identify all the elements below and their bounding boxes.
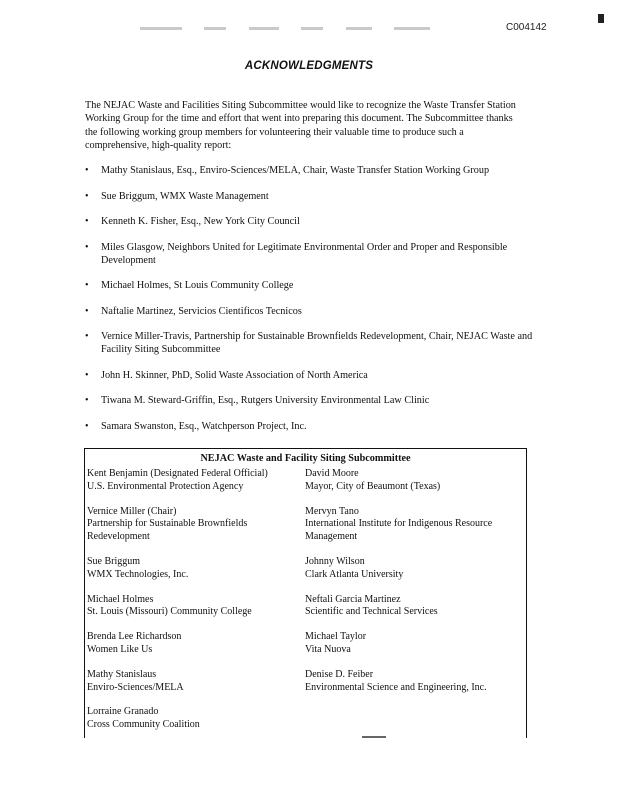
- member-name: Sue Briggum: [87, 555, 141, 567]
- list-item: • Naftalie Martinez, Servicios Cientificos Tecnicos: [85, 305, 535, 318]
- subcommittee-member: [305, 669, 525, 695]
- subcommittee-member: [87, 669, 305, 695]
- list-item: • Miles Glasgow, Neighbors United for Legitimate Environmental Order and Proper and Responsible Development: [85, 241, 535, 267]
- subcommittee-member: [87, 706, 305, 732]
- subcommittee-member: [87, 594, 305, 620]
- member-org: Enviro-Sciences/MELA: [87, 681, 184, 693]
- subcommittee-member: [87, 506, 305, 544]
- member-name: Brenda Lee Richardson: [87, 631, 182, 643]
- member-name: Neftali Garcia Martinez: [305, 593, 401, 605]
- page-title: ACKNOWLEDGMENTS: [244, 60, 374, 72]
- member-name: Vernice Miller (Chair): [87, 505, 177, 517]
- list-item: • Kenneth K. Fisher, Esq., New York City Council: [85, 215, 535, 228]
- member-org: Clark Atlanta University: [305, 568, 404, 580]
- member-org: Women Like Us: [87, 643, 153, 655]
- member-org: WMX Technologies, Inc.: [87, 568, 189, 580]
- subcommittee-member: [305, 506, 525, 544]
- member-name: Mathy Stanislaus: [87, 668, 157, 680]
- subcommittee-member: [305, 631, 525, 657]
- member-name: Denise D. Feiber: [305, 668, 374, 680]
- list-item: • Samara Swanston, Esq., Watchperson Project, Inc.: [85, 420, 535, 433]
- member-name: Michael Taylor: [305, 631, 367, 643]
- member-list: [85, 164, 535, 445]
- bottom-mark: [362, 736, 386, 738]
- member-org: Vita Nuova: [305, 643, 351, 655]
- member-org: U.S. Environmental Protection Agency: [87, 480, 244, 492]
- document-id: C004142: [506, 22, 547, 33]
- member-org: Partnership for Sustainable Brownfields Redevelopment: [87, 518, 248, 543]
- subcommittee-grid: [85, 468, 526, 732]
- subcommittee-member: [87, 631, 305, 657]
- list-item: • Mathy Stanislaus, Esq., Enviro-Sciences/MELA, Chair, Waste Transfer Station Working Group: [85, 164, 535, 177]
- subcommittee-member: [87, 556, 305, 582]
- list-item: • Michael Holmes, St Louis Community College: [85, 279, 535, 292]
- member-org: Mayor, City of Beaumont (Texas): [305, 480, 441, 492]
- subcommittee-box: [84, 448, 527, 738]
- list-item: • Tiwana M. Steward-Griffin, Esq., Rutgers University Environmental Law Clinic: [85, 394, 535, 407]
- member-org: Environmental Science and Engineering, Inc.: [305, 681, 487, 693]
- member-org: International Institute for Indigenous Resource Management: [305, 518, 493, 543]
- member-name: Johnny Wilson: [305, 555, 365, 567]
- subcommittee-member: [305, 594, 525, 620]
- header-smudges: [140, 27, 430, 33]
- intro-paragraph: The NEJAC Waste and Facilities Siting Subcommittee would like to recognize the Waste Transfer Station Working Group for the time and effort that went into preparing this document. The Subcommittee thanks the following working group members for volunteering their valuable time to produce such a comprehensive, high-quality report:: [85, 100, 516, 152]
- member-name: Michael Holmes: [87, 593, 154, 605]
- list-item: • Vernice Miller-Travis, Partnership for Sustainable Brownfields Redevelopment, Chair, NEJAC Waste and Facility Siting Subcommittee: [85, 330, 535, 356]
- subcommittee-member: [305, 468, 525, 494]
- subcommittee-member: [87, 468, 305, 494]
- member-name: Kent Benjamin (Designated Federal Official): [87, 468, 268, 479]
- member-name: Lorraine Granado: [87, 706, 159, 718]
- list-item: • Sue Briggum, WMX Waste Management: [85, 190, 535, 203]
- subcommittee-member: [305, 556, 525, 582]
- subcommittee-title: NEJAC Waste and Facility Siting Subcommittee: [200, 453, 411, 464]
- member-name: David Moore: [305, 468, 359, 479]
- list-item: • John H. Skinner, PhD, Solid Waste Association of North America: [85, 369, 535, 382]
- member-org: Scientific and Technical Services: [305, 606, 438, 618]
- member-name: Mervyn Tano: [305, 505, 359, 517]
- member-org: St. Louis (Missouri) Community College: [87, 606, 252, 618]
- member-org: Cross Community Coalition: [87, 719, 200, 731]
- corner-mark: [598, 14, 604, 23]
